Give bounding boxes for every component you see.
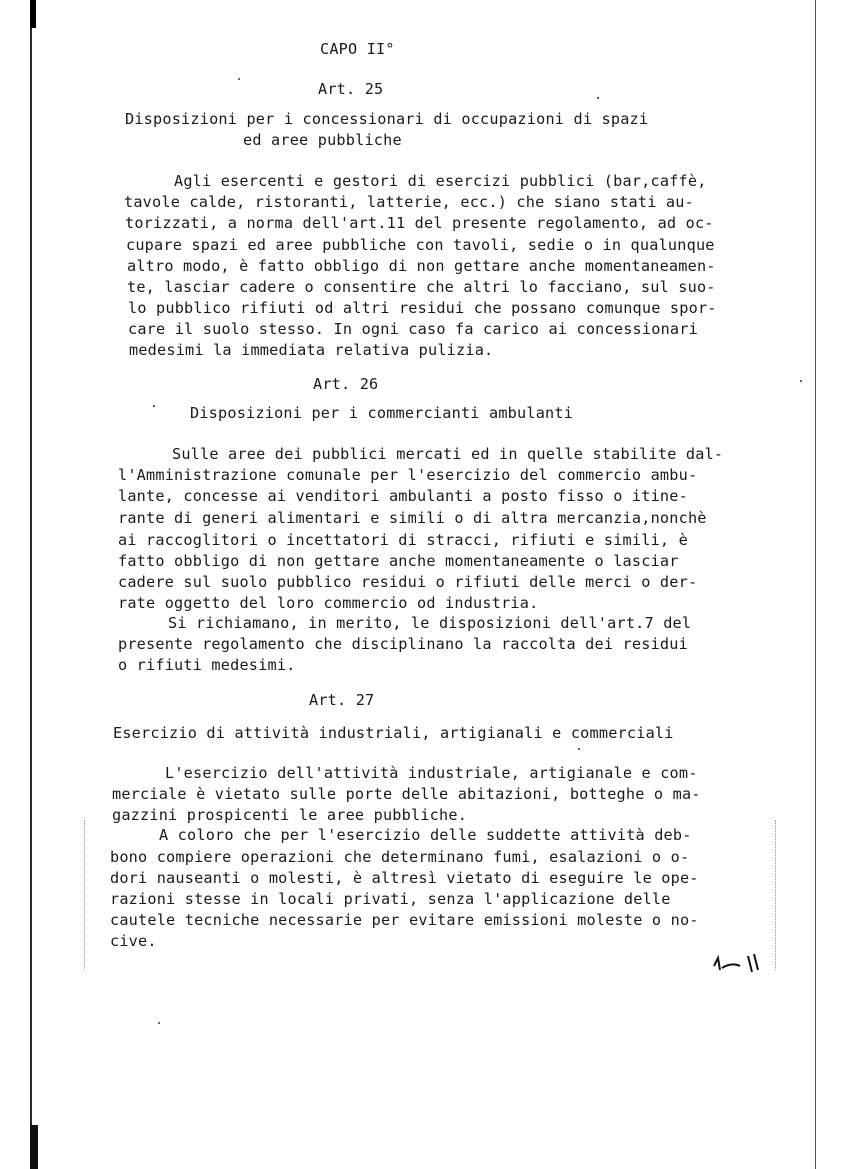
paragraph-line: L'esercizio dell'attività industriale, artigianale e com- xyxy=(165,764,698,782)
scan-corner-mark xyxy=(30,0,36,28)
scan-bottom-mark xyxy=(30,1125,38,1169)
paragraph-line: gazzini prospicenti le aree pubbliche. xyxy=(112,806,468,824)
article-number: Art. 26 xyxy=(313,375,379,393)
paragraph-line: presente regolamento che disciplinano la raccolta dei residui xyxy=(118,635,688,653)
paragraph-line: o rifiuti medesimi. xyxy=(118,656,296,674)
chapter-heading: CAPO II° xyxy=(320,40,395,58)
speck xyxy=(800,380,802,382)
speck xyxy=(578,748,580,750)
paragraph-line: ai raccoglitori o incettatori di stracci, rifiuti e simili, è xyxy=(118,531,688,549)
speck xyxy=(597,97,599,99)
paragraph-line: rante di generi alimentari e simili o di altra mercanzia,nonchè xyxy=(118,509,707,527)
paragraph-line: rate oggetto del loro commercio od industria. xyxy=(118,594,539,612)
speck xyxy=(158,1022,160,1024)
scan-left-edge xyxy=(30,0,32,1169)
article-number: Art. 27 xyxy=(309,691,375,709)
paragraph-line: lo pubblico rifiuti od altri residui che possano comunque spor- xyxy=(128,299,717,317)
paragraph-line: cive. xyxy=(110,932,157,950)
paragraph-line: medesimi la immediata relativa pulizia. xyxy=(129,341,494,359)
paragraph-line: Si richiamano, in merito, le disposizioni dell'art.7 del xyxy=(168,614,692,632)
paragraph-line: l'Amministrazione comunale per l'esercizio del commercio ambu- xyxy=(118,466,698,484)
article-title: Disposizioni per i commercianti ambulanti xyxy=(190,404,574,422)
paragraph-line: torizzati, a norma dell'art.11 del presente regolamento, ad oc- xyxy=(125,214,714,232)
paragraph-line: bono compiere operazioni che determinano fumi, esalazioni o o- xyxy=(110,848,690,866)
paragraph-line: care il suolo stesso. In ogni caso fa carico ai concessionari xyxy=(128,320,698,338)
paragraph-line: cupare spazi ed aree pubbliche con tavoli, sedie o in qualunque xyxy=(126,236,715,254)
paragraph-line: A coloro che per l'esercizio delle suddette attività deb- xyxy=(159,826,692,844)
paragraph-line: tavole calde, ristoranti, latterie, ecc.) che siano stati au- xyxy=(124,193,694,211)
paragraph-line: fatto obbligo di non gettare anche momentaneamente o lasciar xyxy=(118,552,679,570)
paragraph-line: altro modo, è fatto obbligo di non gettare anche momentaneamen- xyxy=(127,257,716,275)
paragraph-line: merciale è vietato sulle porte delle abitazioni, botteghe o ma- xyxy=(112,785,701,803)
paragraph-line: lante, concesse ai venditori ambulanti a posto fisso o itine- xyxy=(118,487,688,505)
paragraph-line: cautele tecniche necessarie per evitare emissioni moleste o no- xyxy=(110,911,699,929)
paragraph-line: dori nauseanti o molesti, è altresì vietato di eseguire le ope- xyxy=(110,869,699,887)
speck xyxy=(238,78,240,80)
paragraph-line: te, lasciar cadere o consentire che altri lo facciano, sul suo- xyxy=(127,278,716,296)
article-title: Esercizio di attività industriali, artigianali e commerciali xyxy=(113,724,674,742)
paragraph-line: cadere sul suolo pubblico residui o rifiuti delle merci o der- xyxy=(118,573,698,591)
signature-mark xyxy=(712,952,762,976)
paragraph-line: razioni stesse in locali privati, senza l'applicazione delle xyxy=(110,890,671,908)
speck xyxy=(153,405,155,407)
paragraph-line: Sulle aree dei pubblici mercati ed in quelle stabilite dal- xyxy=(172,445,724,463)
article-title: ed aree pubbliche xyxy=(243,131,402,149)
paragraph-line: Agli esercenti e gestori di esercizi pubblici (bar,caffè, xyxy=(174,172,707,190)
scan-right-edge xyxy=(815,0,816,1169)
article-number: Art. 25 xyxy=(318,80,384,98)
article-title: Disposizioni per i concessionari di occupazioni di spazi xyxy=(125,110,649,128)
